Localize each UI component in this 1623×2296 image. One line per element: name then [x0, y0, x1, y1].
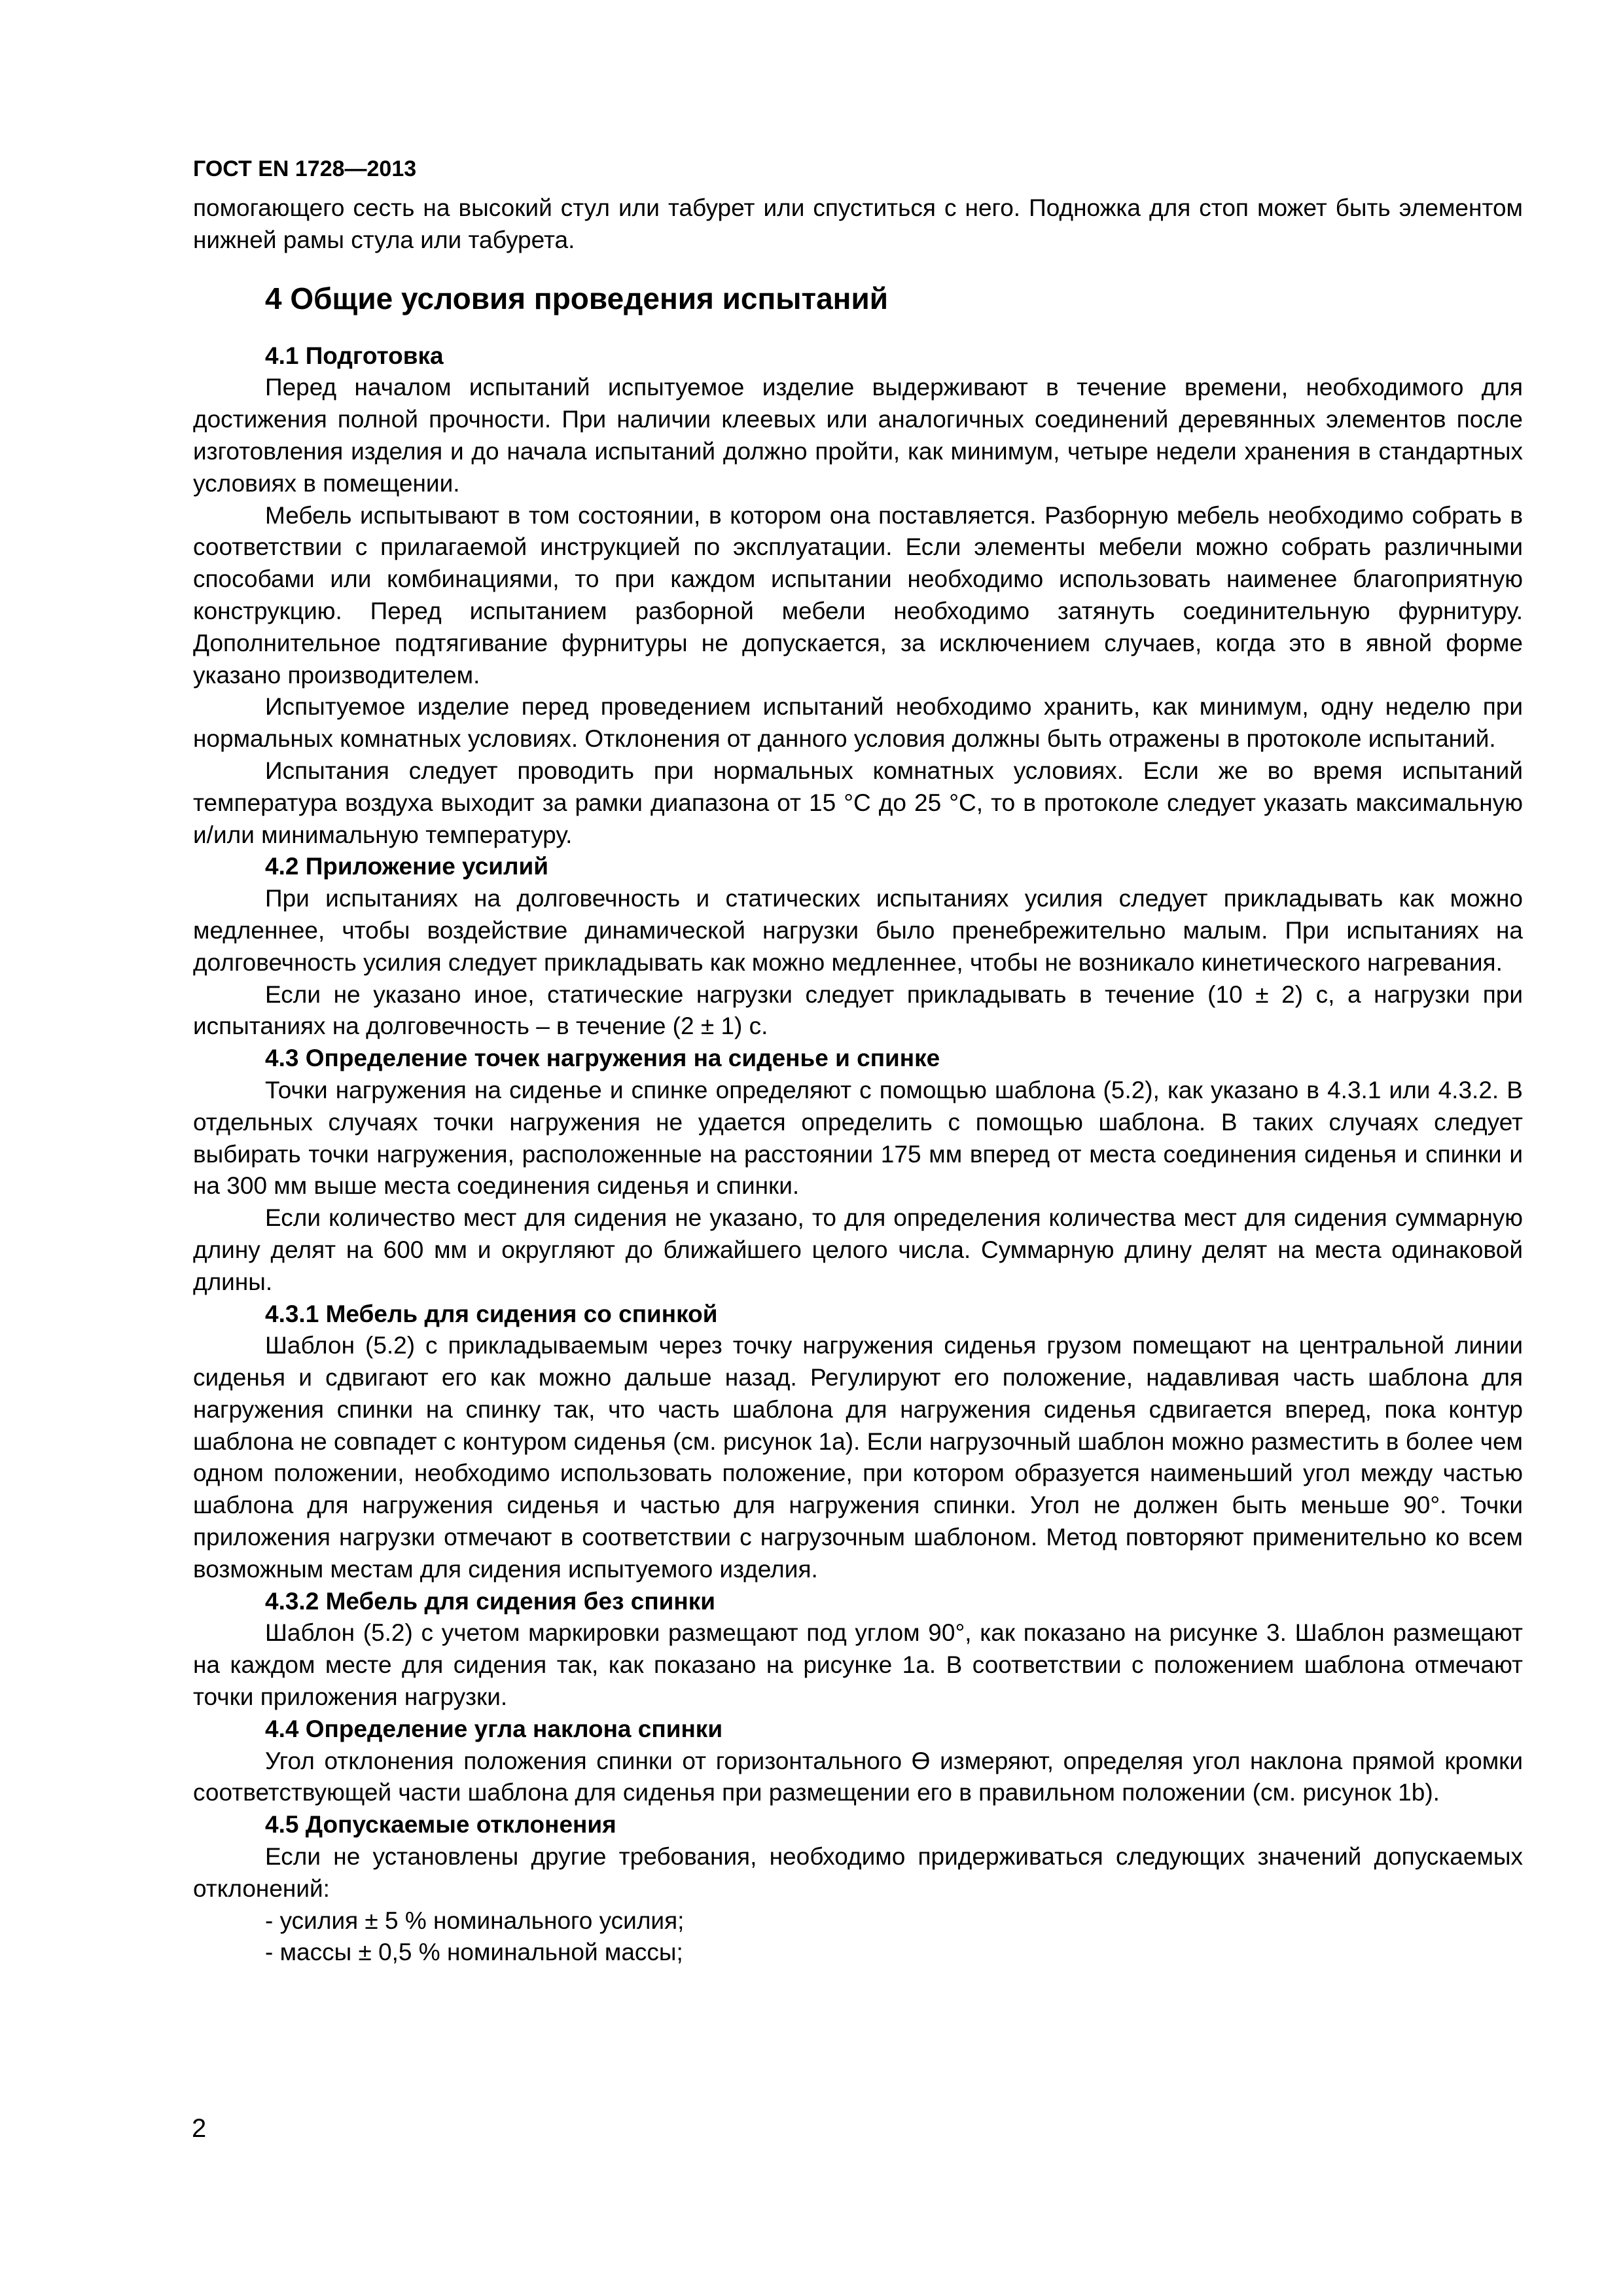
section-4-3-1-title: 4.3.1 Мебель для сидения со спинкой [265, 1300, 718, 1327]
paragraph: При испытаниях на долговечность и статических испытаниях усилия следует прикладывать как можно медленнее, чтобы воздействие динамической нагрузки было пренебрежительно малым. При испытаниях на долговечность усилия следует прикладывать как можно медленнее, чтобы не возникало кинетического нагревания. [193, 885, 1523, 976]
section-4-3-2-title: 4.3.2 Мебель для сидения без спинки [265, 1587, 716, 1615]
paragraph: Испытуемое изделие перед проведением испытаний необходимо хранить, как минимум, одну неделю при нормальных комнатных условиях. Отклонения от данного условия должны быть отражены в протоколе испытаний. [193, 693, 1523, 753]
paragraph: Если не установлены другие требования, необходимо придерживаться следующих значений допускаемых отклонений: [193, 1843, 1523, 1902]
section-4-4-title: 4.4 Определение угла наклона спинки [265, 1715, 723, 1742]
section-4-5-title: 4.5 Допускаемые отклонения [265, 1811, 616, 1839]
paragraph: Точки нагружения на сиденье и спинке определяют с помощью шаблона (5.2), как указано в 4.3.1 или 4.3.2. В отдельных случаях точки нагружения не удается определить с помощью шаблона. В таких случаях следует выбирать точки нагружения, расположенные на расстоянии 175 мм вперед от места соединения сиденья и спинки и на 300 мм выше места соединения сиденья и спинки. [193, 1076, 1523, 1200]
list-item: - усилия ± 5 % номинального усилия; [265, 1907, 685, 1934]
paragraph: Если не указано иное, статические нагрузки следует прикладывать в течение (10 ± 2) с, а нагрузки при испытаниях на долговечность – в течение (2 ± 1) с. [193, 980, 1523, 1040]
paragraph: Шаблон (5.2) с прикладываемым через точку нагружения сиденья грузом помещают на центральной линии сиденья и сдвигают его как можно дальше назад. Регулируют его положение, надавливая часть шаблона для нагружения спинки на спинку так, что часть шаблона для нагружения сиденья сдвигается вперед, пока контур шаблона не совпадет с контуром сиденья (см. рисунок 1а). Если нагрузочный шаблон можно разместить в более чем одном положении, необходимо использовать положение, при котором образуется наименьший угол между частью шаблона для нагружения сиденья и частью для нагружения спинки. Угол не должен быть меньше 90°. Точки приложения нагрузки отмечают в соответствии с нагрузочным шаблоном. Метод повторяют применительно ко всем возможным местам для сидения испытуемого изделия. [193, 1332, 1523, 1583]
section-4-title: 4 Общие условия проведения испытаний [265, 281, 889, 315]
document-header: ГОСТ EN 1728—2013 [193, 156, 417, 181]
paragraph: Мебель испытывают в том состоянии, в котором она поставляется. Разборную мебель необходимо собрать в соответствии с прилагаемой инструкцией по эксплуатации. Если элементы мебели можно собрать различными способами или комбинациями, то при каждом испытании необходимо использовать наименее благоприятную конструкцию. Перед испытанием разборной мебели необходимо затянуть соединительную фурнитуру. Дополнительное подтягивание фурнитуры не допускается, за исключением случаев, когда это в явной форме указано производителем. [193, 501, 1523, 689]
list-item: - массы ± 0,5 % номинальной массы; [265, 1939, 683, 1966]
intro-paragraph: помогающего сесть на высокий стул или табурет или спуститься с него. Подножка для стоп может быть элементом нижней рамы стула или табурета. [193, 194, 1523, 253]
section-4-3-title: 4.3 Определение точек нагружения на сиденье и спинке [265, 1045, 940, 1072]
paragraph: Если количество мест для сидения не указано, то для определения количества мест для сидения суммарную длину делят на 600 мм и округляют до ближайшего целого числа. Суммарную длину делят на места одинаковой длины. [193, 1204, 1523, 1295]
paragraph: Перед началом испытаний испытуемое изделие выдерживают в течение времени, необходимого для достижения полной прочности. При наличии клеевых или аналогичных соединений деревянных элементов после изготовления изделия и до начала испытаний должно пройти, как минимум, четыре недели хранения в стандартных условиях в помещении. [193, 374, 1523, 497]
paragraph: Угол отклонения положения спинки от горизонтального ϴ измеряют, определяя угол наклона прямой кромки соответствующей части шаблона для сиденья при размещении его в правильном положении (см. рисунок 1b). [193, 1747, 1523, 1806]
document-page [193, 154, 1523, 1969]
section-4-1-title: 4.1 Подготовка [265, 342, 444, 369]
section-4-2-title: 4.2 Приложение усилий [265, 853, 549, 880]
paragraph: Испытания следует проводить при нормальных комнатных условиях. Если же во время испытаний температура воздуха выходит за рамки диапазона от 15 °С до 25 °С, то в протоколе следует указать максимальную и/или минимальную температуру. [193, 757, 1523, 848]
page-number: 2 [192, 2114, 207, 2143]
paragraph: Шаблон (5.2) с учетом маркировки размещают под углом 90°, как показано на рисунке 3. Шаблон размещают на каждом месте для сидения так, как показано на рисунке 1а. В соответствии с положением шаблона отмечают точки приложения нагрузки. [193, 1619, 1523, 1711]
